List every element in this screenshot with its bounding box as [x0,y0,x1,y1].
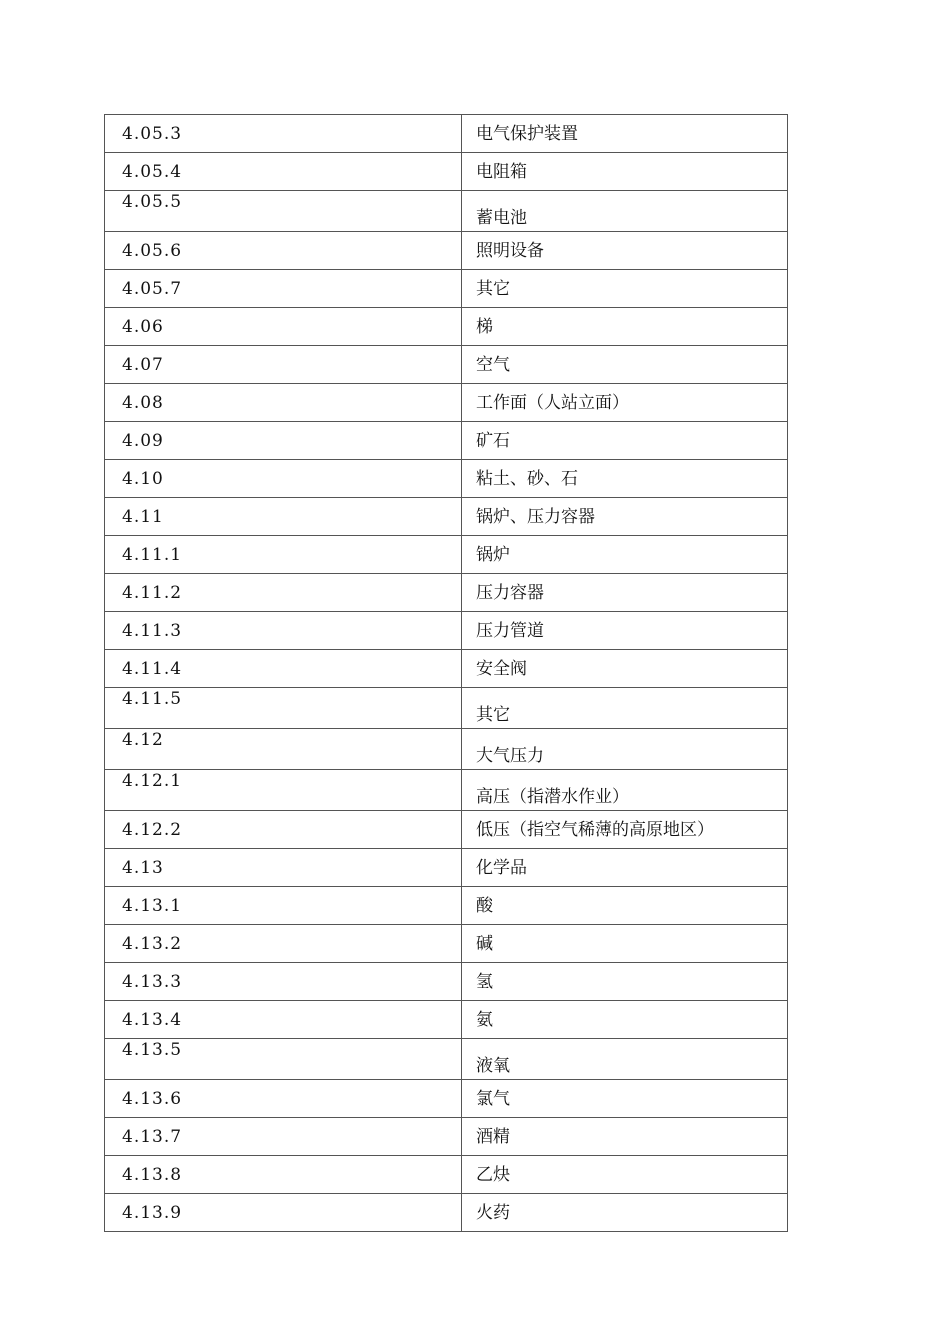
code-cell: 4.11 [105,498,462,536]
table-row [105,536,788,574]
name-cell: 粘土、砂、石 [462,460,788,498]
table-row [105,650,788,688]
code-cell: 4.13.9 [105,1194,462,1232]
name-cell: 矿石 [462,422,788,460]
name-cell: 氢 [462,963,788,1001]
table-row [105,925,788,963]
name-cell: 电气保护装置 [462,115,788,153]
code-cell: 4.11.3 [105,612,462,650]
name-cell: 电阻箱 [462,153,788,191]
name-cell: 低压（指空气稀薄的高原地区） [462,811,788,849]
table-row [105,115,788,153]
table-row [105,963,788,1001]
code-cell: 4.12.2 [105,811,462,849]
name-cell: 照明设备 [462,232,788,270]
code-cell: 4.05.3 [105,115,462,153]
table-row [105,153,788,191]
code-cell: 4.11.1 [105,536,462,574]
name-cell: 蓄电池 [462,191,788,232]
table-row [105,270,788,308]
table-row [105,308,788,346]
code-cell: 4.11.2 [105,574,462,612]
name-cell: 酒精 [462,1118,788,1156]
name-cell: 其它 [462,270,788,308]
name-cell: 乙炔 [462,1156,788,1194]
table-row [105,811,788,849]
table-row [105,612,788,650]
table-row [105,574,788,612]
table-row [105,729,788,770]
name-cell: 氨 [462,1001,788,1039]
hazard-code-table [104,114,788,1232]
code-cell: 4.08 [105,384,462,422]
table-row [105,1156,788,1194]
name-cell: 高压（指潜水作业） [462,770,788,811]
code-cell: 4.12 [105,729,462,770]
table-row [105,498,788,536]
code-cell: 4.05.5 [105,191,462,232]
code-cell: 4.13.3 [105,963,462,1001]
code-cell: 4.06 [105,308,462,346]
code-cell: 4.10 [105,460,462,498]
name-cell: 其它 [462,688,788,729]
code-cell: 4.13.5 [105,1039,462,1080]
table-row [105,384,788,422]
name-cell: 安全阀 [462,650,788,688]
name-cell: 工作面（人站立面） [462,384,788,422]
name-cell: 压力管道 [462,612,788,650]
code-cell: 4.11.5 [105,688,462,729]
name-cell: 化学品 [462,849,788,887]
table-row [105,232,788,270]
code-cell: 4.13.4 [105,1001,462,1039]
code-cell: 4.12.1 [105,770,462,811]
name-cell: 碱 [462,925,788,963]
code-cell: 4.13.2 [105,925,462,963]
code-cell: 4.13.7 [105,1118,462,1156]
name-cell: 压力容器 [462,574,788,612]
code-cell: 4.11.4 [105,650,462,688]
code-cell: 4.07 [105,346,462,384]
name-cell: 氯气 [462,1080,788,1118]
name-cell: 空气 [462,346,788,384]
code-cell: 4.09 [105,422,462,460]
name-cell: 大气压力 [462,729,788,770]
table-row [105,460,788,498]
table-row [105,346,788,384]
code-cell: 4.13 [105,849,462,887]
name-cell: 梯 [462,308,788,346]
code-cell: 4.13.8 [105,1156,462,1194]
table-row [105,1194,788,1232]
name-cell: 锅炉、压力容器 [462,498,788,536]
table-row [105,887,788,925]
table-row [105,1080,788,1118]
table-row [105,1001,788,1039]
code-cell: 4.05.4 [105,153,462,191]
table-row [105,770,788,811]
code-cell: 4.05.7 [105,270,462,308]
name-cell: 锅炉 [462,536,788,574]
table-row [105,422,788,460]
table-row [105,1118,788,1156]
table-row [105,849,788,887]
code-cell: 4.05.6 [105,232,462,270]
name-cell: 酸 [462,887,788,925]
name-cell: 液氧 [462,1039,788,1080]
name-cell: 火药 [462,1194,788,1232]
table-row [105,191,788,232]
table-row [105,1039,788,1080]
code-cell: 4.13.1 [105,887,462,925]
code-cell: 4.13.6 [105,1080,462,1118]
table-row [105,688,788,729]
